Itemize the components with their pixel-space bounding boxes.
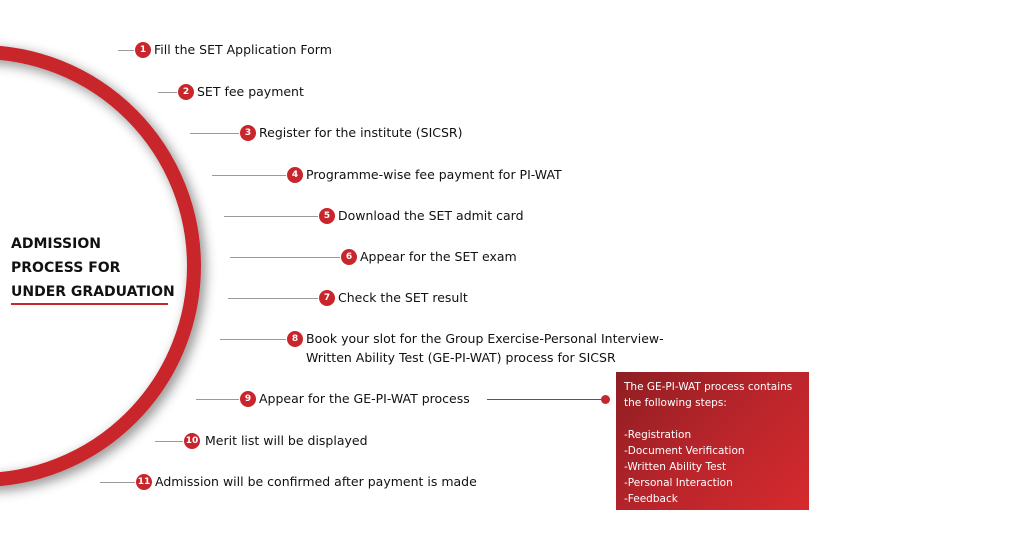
info-item-registration: -Registration (624, 429, 692, 441)
step-4-leader-line (212, 175, 290, 176)
step-3-leader-line (190, 133, 242, 134)
step-6-badge: 6 (341, 249, 357, 265)
step-9-connector-line (487, 399, 605, 400)
step-11-badge: 11 (136, 474, 152, 490)
info-item-document-verification: -Document Verification (624, 445, 745, 457)
info-item-written-ability-test: -Written Ability Test (624, 461, 727, 473)
step-5-text: Download the SET admit card (338, 208, 524, 223)
step-5-leader-line (224, 216, 322, 217)
info-box-intro: The GE-PI-WAT process contains the following steps: (624, 381, 793, 409)
step-8-leader-line (220, 339, 290, 340)
step-6-leader-line (230, 257, 343, 258)
info-item-feedback: -Feedback (624, 493, 678, 505)
step-10-leader-line (155, 441, 185, 442)
title-line-1: ADMISSION (11, 236, 101, 252)
step-2-text: SET fee payment (197, 84, 304, 99)
step-8-text-line-2: Written Ability Test (GE-PI-WAT) process for SICSR (306, 350, 616, 365)
step-2-leader-line (158, 92, 180, 93)
step-9-badge: 9 (240, 391, 256, 407)
diagram-title (11, 232, 186, 304)
step-8-badge: 8 (287, 331, 303, 347)
step-8-text: Book your slot for the Group Exercise-Personal Interview- (306, 331, 664, 346)
step-9-leader-line (196, 399, 242, 400)
step-4-text: Programme-wise fee payment for PI-WAT (306, 167, 562, 182)
step-10-badge: 10 (184, 433, 200, 449)
title-line-2: PROCESS FOR (11, 260, 121, 276)
ge-pi-wat-info-box (616, 372, 809, 510)
step-11-text: Admission will be confirmed after payment is made (155, 474, 477, 489)
connector-dot (601, 395, 610, 404)
step-11-leader-line (100, 482, 138, 483)
step-6-text: Appear for the SET exam (360, 249, 517, 264)
step-10-text: Merit list will be displayed (205, 433, 368, 448)
step-1-text: Fill the SET Application Form (154, 42, 332, 57)
step-3-badge: 3 (240, 125, 256, 141)
step-4-badge: 4 (287, 167, 303, 183)
step-5-badge: 5 (319, 208, 335, 224)
step-9-text: Appear for the GE-PI-WAT process (259, 391, 470, 406)
info-item-personal-interaction: -Personal Interaction (624, 477, 733, 489)
title-underline (11, 303, 168, 305)
step-3-text: Register for the institute (SICSR) (259, 125, 463, 140)
step-1-badge: 1 (135, 42, 151, 58)
step-7-badge: 7 (319, 290, 335, 306)
step-7-text: Check the SET result (338, 290, 468, 305)
step-2-badge: 2 (178, 84, 194, 100)
step-7-leader-line (228, 298, 322, 299)
title-line-3: UNDER GRADUATION (11, 284, 175, 300)
